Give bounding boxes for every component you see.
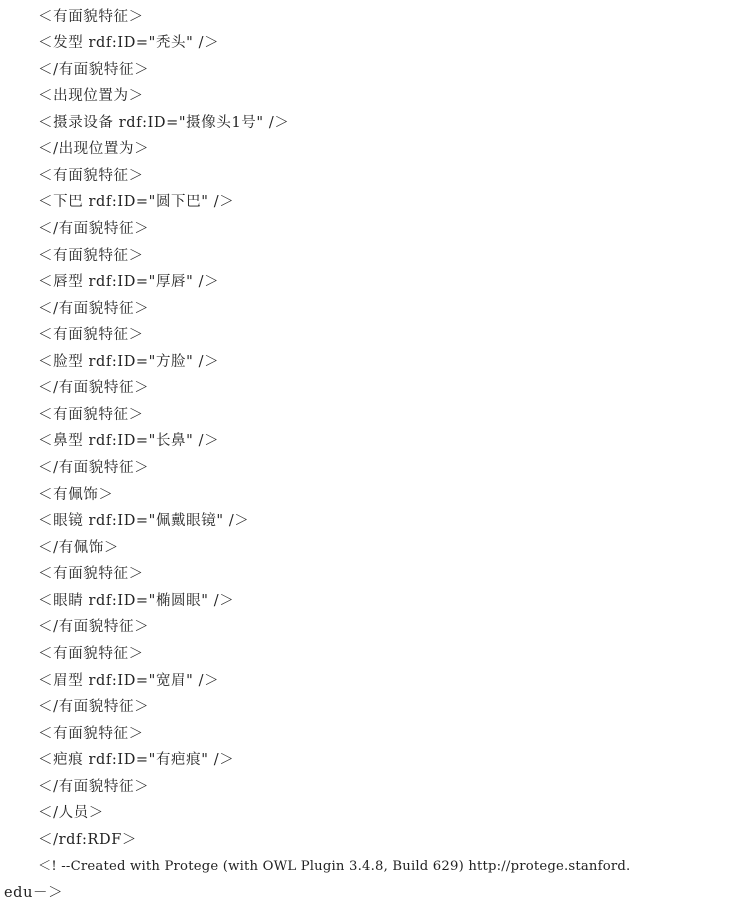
code-line: ＜/有面貌特征＞ [38, 460, 150, 476]
code-line: ＜有面貌特征＞ [38, 646, 144, 662]
code-line: ＜摄录设备 rdf:ID="摄像头1号" /＞ [38, 115, 290, 131]
code-line: ＜眼睛 rdf:ID="椭圆眼" /＞ [38, 593, 235, 609]
code-line: ＜/rdf:RDF＞ [38, 832, 137, 848]
code-comment-line: ＜! --Created with Protege (with OWL Plugin 3.4.8, Build 629) http://protege.stanford. [38, 859, 631, 874]
code-line: ＜鼻型 rdf:ID="长鼻" /＞ [38, 433, 220, 449]
code-line: ＜有面貌特征＞ [38, 407, 144, 423]
code-line: ＜眼镜 rdf:ID="佩戴眼镜" /＞ [38, 513, 250, 529]
code-line: ＜有面貌特征＞ [38, 168, 144, 184]
code-line: ＜发型 rdf:ID="秃头" /＞ [38, 35, 220, 51]
code-line: ＜眉型 rdf:ID="宽眉" /＞ [38, 673, 220, 689]
code-line: ＜唇型 rdf:ID="厚唇" /＞ [38, 274, 220, 290]
code-line: ＜/人员＞ [38, 805, 104, 821]
code-line: ＜/有佩饰＞ [38, 540, 119, 556]
code-line: ＜/出现位置为＞ [38, 141, 150, 157]
code-line: ＜有面貌特征＞ [38, 726, 144, 742]
code-line: ＜/有面貌特征＞ [38, 62, 150, 78]
code-line: ＜有面貌特征＞ [38, 9, 144, 25]
code-line: ＜/有面貌特征＞ [38, 779, 150, 795]
code-line: ＜/有面貌特征＞ [38, 221, 150, 237]
code-line: ＜/有面貌特征＞ [38, 380, 150, 396]
code-line: ＜脸型 rdf:ID="方脸" /＞ [38, 354, 220, 370]
code-line: ＜/有面貌特征＞ [38, 699, 150, 715]
code-line: ＜疤痕 rdf:ID="有疤痕" /＞ [38, 752, 235, 768]
code-line: ＜/有面貌特征＞ [38, 301, 150, 317]
code-line: ＜下巴 rdf:ID="圆下巴" /＞ [38, 194, 235, 210]
code-comment-continuation: edu－＞ [4, 885, 64, 901]
code-line: ＜有佩饰＞ [38, 487, 114, 503]
code-line: ＜有面貌特征＞ [38, 566, 144, 582]
code-line: ＜有面貌特征＞ [38, 327, 144, 343]
code-line: ＜有面貌特征＞ [38, 248, 144, 264]
code-line: ＜/有面貌特征＞ [38, 619, 150, 635]
code-line: ＜出现位置为＞ [38, 88, 144, 104]
